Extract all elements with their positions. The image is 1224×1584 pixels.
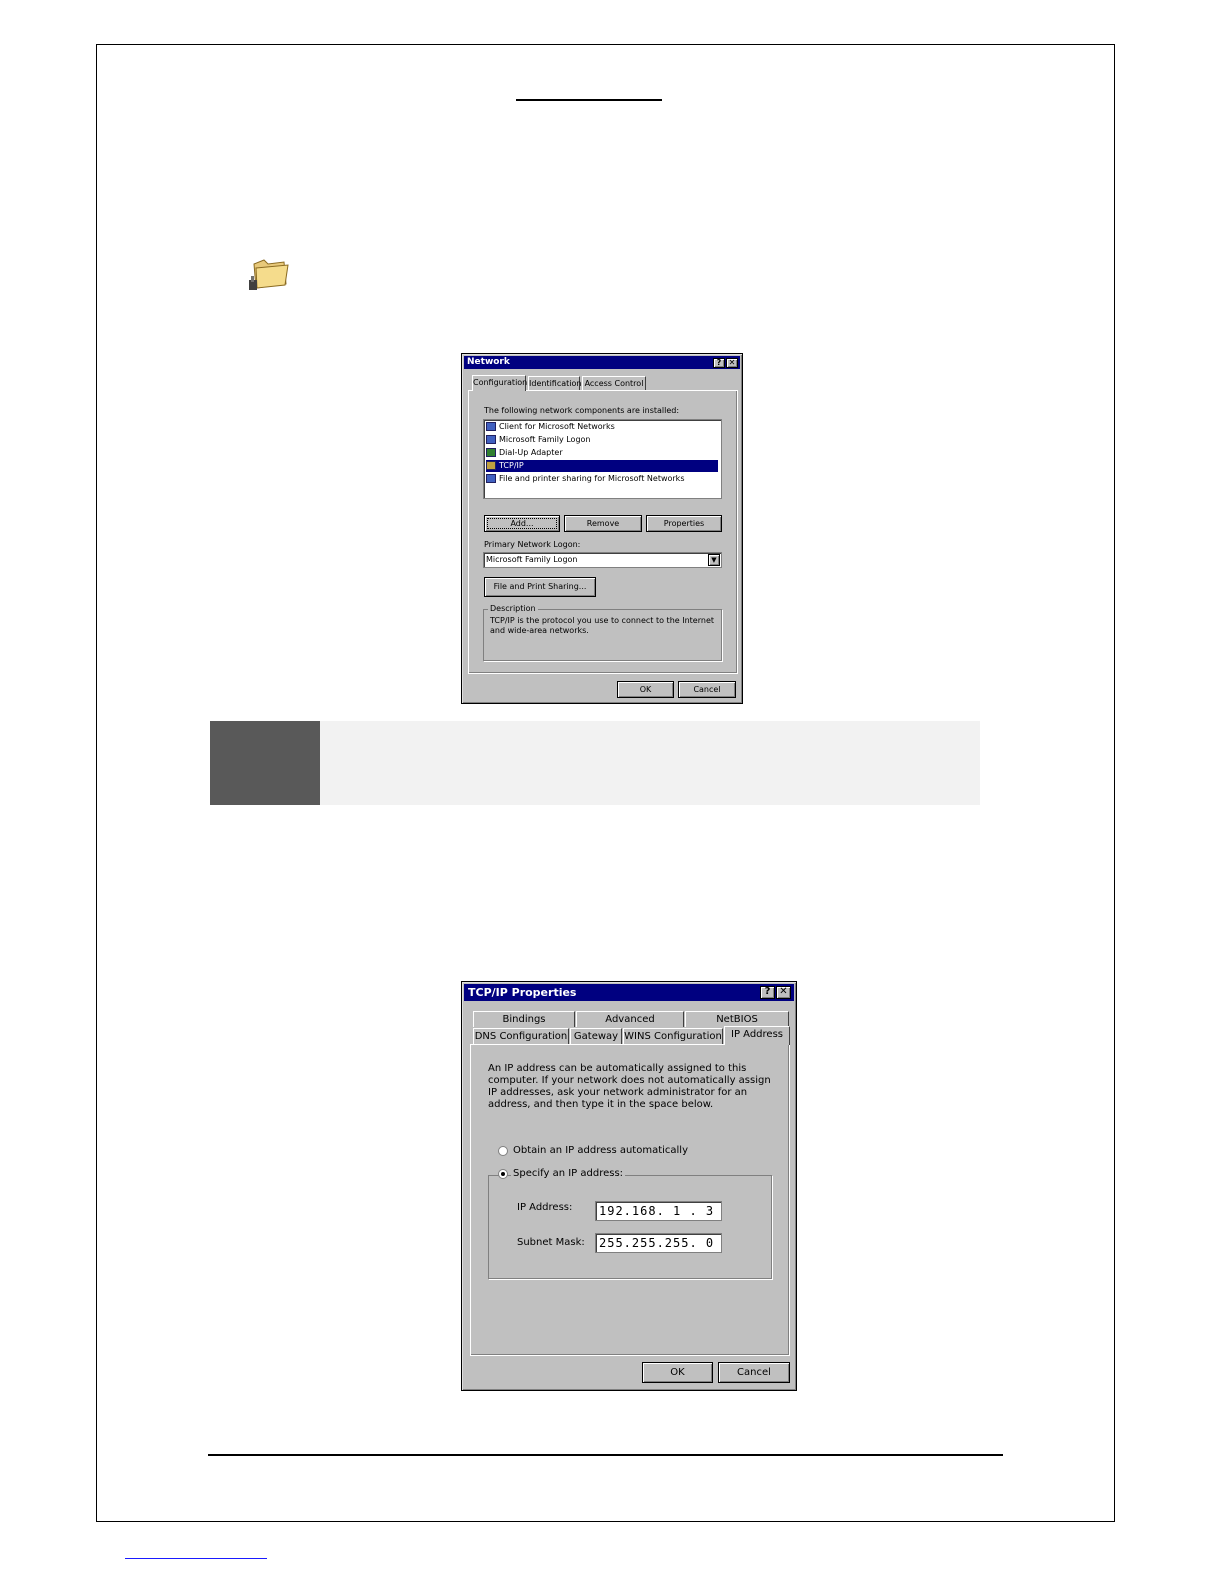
tab-identification[interactable]: Identification: [528, 376, 580, 390]
footer-rule: [208, 1454, 1003, 1456]
tab-netbios[interactable]: NetBIOS: [685, 1011, 789, 1027]
list-item[interactable]: Client for Microsoft Networks: [486, 421, 718, 433]
tab-bindings[interactable]: Bindings: [473, 1011, 575, 1027]
tab-dns-configuration[interactable]: DNS Configuration: [473, 1028, 569, 1044]
ip-address-label: IP Address:: [517, 1202, 573, 1213]
list-item[interactable]: Dial-Up Adapter: [486, 447, 718, 459]
cancel-button[interactable]: Cancel: [718, 1362, 790, 1383]
close-button[interactable]: ✕: [726, 358, 738, 368]
primary-logon-select[interactable]: [483, 552, 722, 568]
protocol-icon: [486, 461, 496, 470]
network-titlebar: [464, 356, 740, 369]
list-item[interactable]: File and printer sharing for Microsoft Networks: [486, 473, 718, 485]
network-dialog: [461, 353, 743, 704]
help-button[interactable]: ?: [760, 986, 775, 999]
client-icon: [486, 435, 496, 444]
tcpip-properties-dialog: [461, 981, 797, 1391]
add-button[interactable]: Add...: [484, 515, 560, 532]
remove-button[interactable]: Remove: [564, 515, 642, 532]
close-button[interactable]: ✕: [776, 986, 791, 999]
specify-ip-group: [488, 1175, 772, 1279]
components-list[interactable]: [483, 419, 722, 499]
client-icon: [486, 422, 496, 431]
description-group: [483, 604, 722, 661]
help-button[interactable]: ?: [713, 358, 725, 368]
primary-logon-label: Primary Network Logon:: [484, 540, 581, 549]
tab-gateway[interactable]: Gateway: [570, 1028, 622, 1044]
network-title: Network: [467, 357, 510, 367]
primary-logon-value: Microsoft Family Logon: [486, 555, 578, 564]
ok-button[interactable]: OK: [642, 1362, 713, 1383]
note-box: [210, 721, 980, 805]
components-label: The following network components are installed:: [484, 406, 680, 415]
tcpip-title: TCP/IP Properties: [468, 986, 577, 999]
description-text: TCP/IP is the protocol you use to connect to the Internet and wide-area networks.: [490, 616, 714, 635]
note-sidebar: [210, 721, 320, 805]
tab-configuration[interactable]: Configuration: [472, 375, 526, 391]
specify-ip-radio[interactable]: [498, 1169, 508, 1179]
tab-ip-address[interactable]: IP Address: [724, 1026, 790, 1045]
tab-advanced[interactable]: Advanced: [576, 1011, 684, 1027]
cancel-button[interactable]: Cancel: [678, 681, 736, 698]
subnet-mask-label: Subnet Mask:: [517, 1237, 585, 1248]
subnet-mask-field[interactable]: 255.255.255. 0: [595, 1233, 722, 1253]
properties-button[interactable]: Properties: [646, 515, 722, 532]
title-underline: [516, 99, 662, 101]
obtain-auto-radio[interactable]: [498, 1146, 508, 1156]
intro-text: An IP address can be automatically assigned to this computer. If your network does not automatically assign IP addresses, ask your network administrator for an address, and then type it in the space below.: [488, 1063, 771, 1110]
chevron-down-icon[interactable]: ▼: [708, 554, 720, 566]
service-icon: [486, 474, 496, 483]
adapter-icon: [486, 448, 496, 457]
specify-ip-label: Specify an IP address:: [513, 1168, 624, 1179]
ip-address-field[interactable]: 192.168. 1 . 3: [595, 1201, 722, 1221]
tcpip-titlebar: [464, 984, 794, 1001]
tab-access-control[interactable]: Access Control: [582, 376, 646, 390]
obtain-auto-label: Obtain an IP address automatically: [513, 1145, 689, 1156]
file-print-sharing-button[interactable]: File and Print Sharing...: [484, 577, 596, 597]
ok-button[interactable]: OK: [617, 681, 674, 698]
list-item-selected[interactable]: TCP/IP: [486, 460, 718, 472]
tab-wins-configuration[interactable]: WINS Configuration: [623, 1028, 723, 1044]
network-folder-icon: [248, 254, 290, 292]
list-item[interactable]: Microsoft Family Logon: [486, 434, 718, 446]
description-label: Description: [490, 604, 536, 613]
footer-link-underline: [125, 1558, 267, 1559]
